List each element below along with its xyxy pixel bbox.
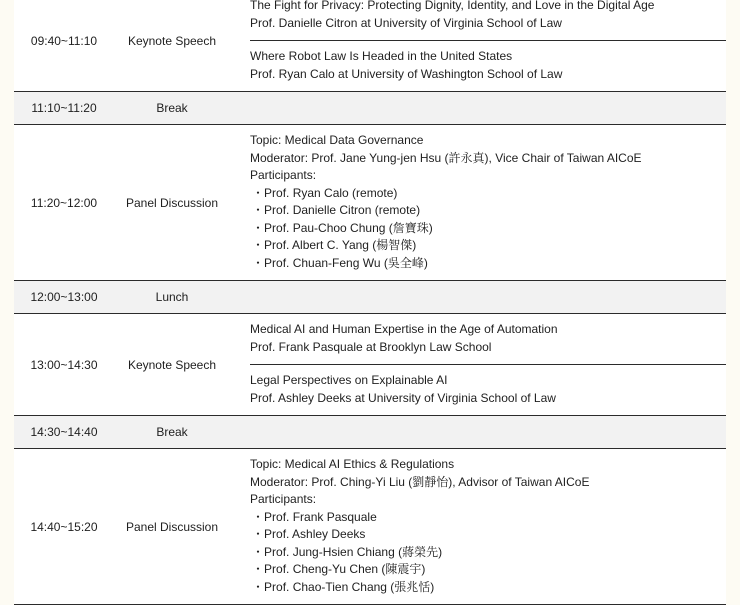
participant-item: ・ Prof. Pau-Choo Chung (詹寶珠)	[250, 220, 726, 238]
session-block	[250, 449, 726, 604]
session-type: Keynote Speech	[127, 33, 217, 48]
session-block	[250, 364, 726, 415]
participant-item: ・ Prof. Ashley Deeks	[250, 526, 726, 544]
session-text: Prof. Ryan Calo at University of Washington School of Law	[250, 66, 563, 81]
participant-item: ・ Prof. Frank Pasquale	[250, 509, 726, 527]
session-content	[250, 449, 726, 604]
session-text: Moderator: Prof. Ching-Yi Liu (劉靜怡), Advisor of Taiwan AICoE	[250, 474, 590, 489]
session-text: Topic: Medical Data Governance	[250, 133, 424, 147]
session-block	[250, 314, 726, 364]
schedule-row	[14, 416, 726, 449]
schedule-row	[14, 314, 726, 416]
session-block	[250, 40, 726, 91]
session-text: Moderator: Prof. Jane Yung-jen Hsu (許永真), Vice Chair of Taiwan AICoE	[250, 150, 642, 165]
session-type: Keynote Speech	[127, 357, 217, 372]
session-type: Lunch	[155, 290, 189, 304]
session-type: Panel Discussion	[125, 519, 219, 534]
session-content	[250, 0, 726, 91]
session-text: Participants:	[250, 168, 317, 182]
participant-item: ・ Prof. Albert C. Yang (楊智傑)	[250, 237, 726, 255]
session-text: The Fight for Privacy: Protecting Dignity, Identity, and Love in the Digital Age	[250, 0, 655, 12]
schedule-row	[14, 92, 726, 125]
session-time: 14:30~14:40	[30, 425, 98, 439]
session-time: 14:40~15:20	[30, 519, 98, 534]
session-text: Prof. Danielle Citron at University of Virginia School of Law	[250, 15, 562, 30]
schedule-row	[14, 0, 726, 92]
participant-item: ・ Prof. Ryan Calo (remote)	[250, 185, 726, 203]
session-time: 11:10~11:20	[31, 101, 97, 115]
session-text: Legal Perspectives on Explainable AI	[250, 373, 448, 387]
session-content	[250, 314, 726, 415]
session-text: Topic: Medical AI Ethics & Regulations	[250, 457, 455, 471]
session-block	[250, 125, 726, 280]
session-text: Medical AI and Human Expertise in the Age of Automation	[250, 322, 558, 336]
session-type: Break	[156, 101, 188, 115]
session-type: Panel Discussion	[125, 195, 219, 210]
session-text: Where Robot Law Is Headed in the United States	[250, 49, 513, 63]
session-text: Prof. Frank Pasquale at Brooklyn Law School	[250, 339, 492, 354]
participant-item: ・ Prof. Chuan-Feng Wu (吳全峰)	[250, 255, 726, 273]
session-text: Participants:	[250, 492, 317, 506]
schedule-row	[14, 449, 726, 605]
session-block	[250, 0, 726, 40]
session-text: Prof. Ashley Deeks at University of Virginia School of Law	[250, 390, 556, 405]
schedule-row	[14, 281, 726, 314]
session-time: 12:00~13:00	[30, 290, 98, 304]
participant-item: ・ Prof. Jung-Hsien Chiang (蔣榮先)	[250, 544, 726, 562]
session-type: Break	[156, 425, 188, 439]
participant-item: ・ Prof. Chao-Tien Chang (張兆恬)	[250, 579, 726, 597]
session-time: 13:00~14:30	[30, 357, 98, 372]
schedule-row	[14, 125, 726, 281]
participant-item: ・ Prof. Cheng-Yu Chen (陳震宇)	[250, 561, 726, 579]
participant-item: ・ Prof. Danielle Citron (remote)	[250, 202, 726, 220]
session-time: 09:40~11:10	[30, 33, 98, 48]
session-content	[250, 125, 726, 280]
schedule-table	[14, 0, 726, 605]
session-time: 11:20~12:00	[30, 195, 98, 210]
